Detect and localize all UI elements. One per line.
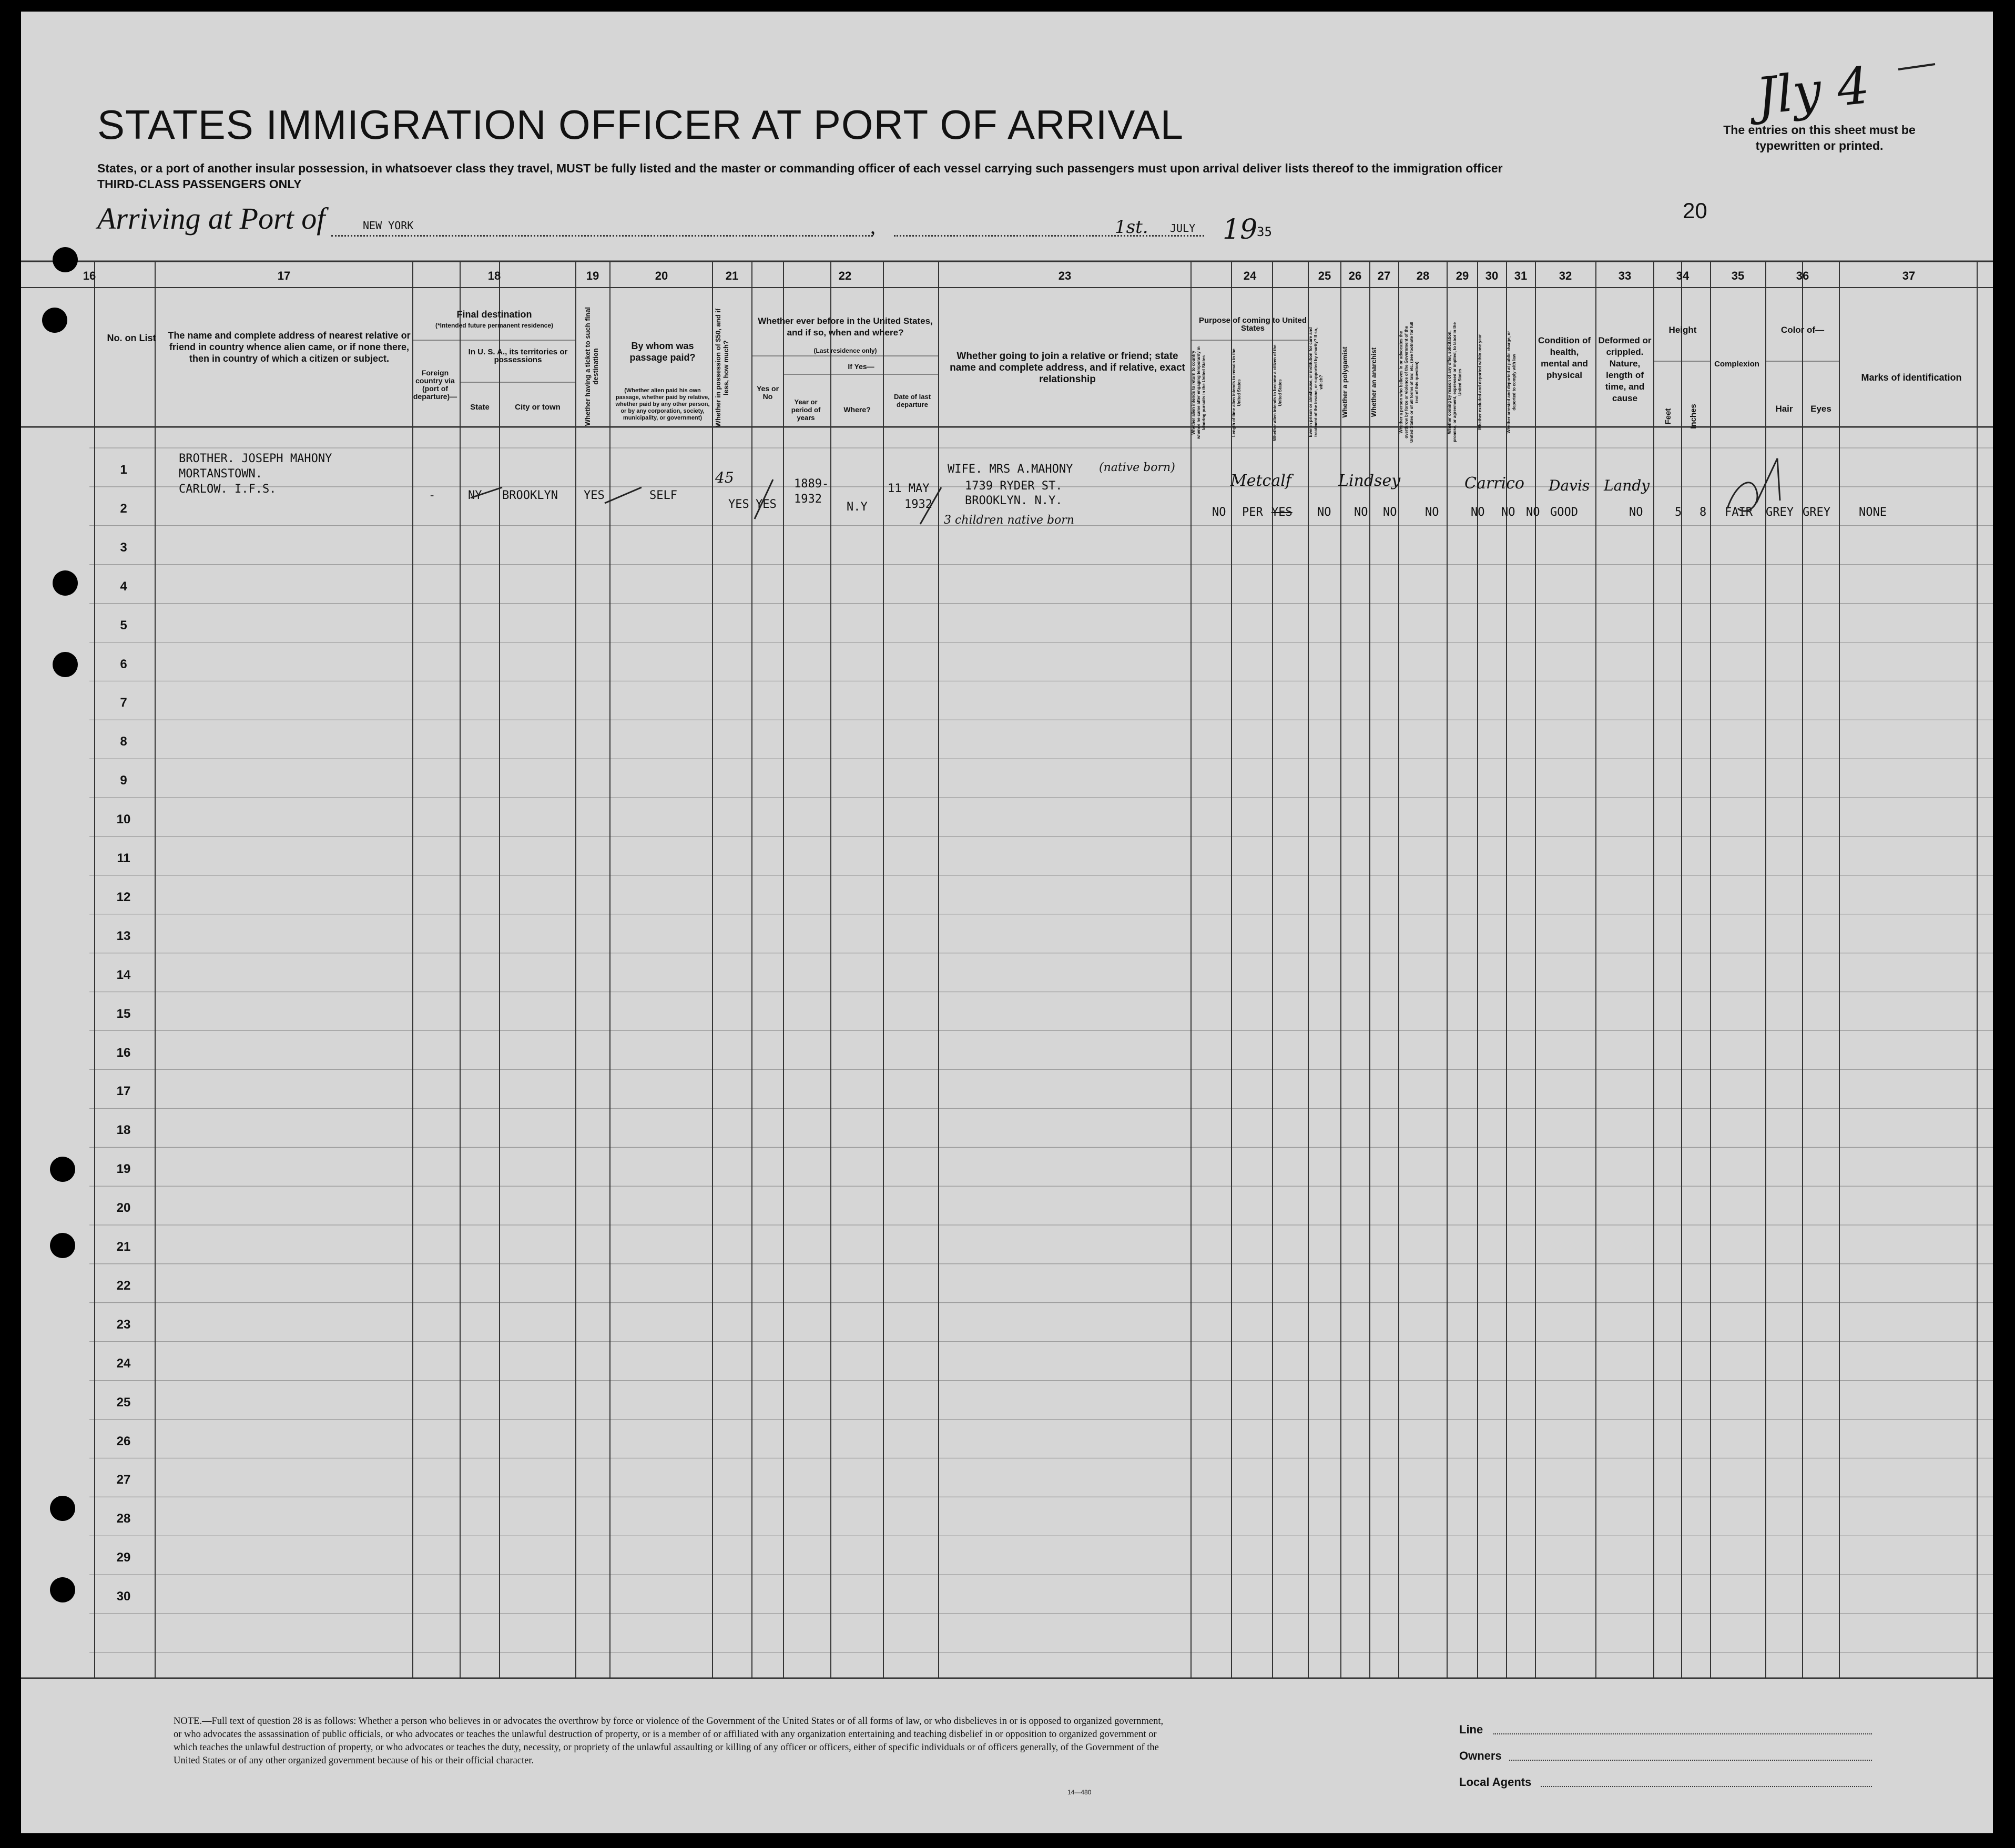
row-number: 10 xyxy=(116,812,131,827)
hw-24: Metcalf xyxy=(1230,472,1291,490)
date-month: JULY xyxy=(1170,222,1196,234)
punch-hole xyxy=(53,570,78,596)
prison: NO xyxy=(1317,506,1331,519)
row-number: 3 xyxy=(120,540,127,555)
agents-dotline xyxy=(1541,1786,1872,1787)
punch-hole xyxy=(50,1577,75,1602)
column-number: 19 xyxy=(586,269,599,282)
header-18: Final destination xyxy=(456,309,532,320)
punch-hole xyxy=(53,247,78,272)
money-hw: 45 xyxy=(715,469,734,486)
punch-hole xyxy=(50,1157,75,1182)
row-number: 15 xyxy=(116,1006,131,1021)
anarchist: NO xyxy=(1383,506,1397,519)
column-number: 26 xyxy=(1348,269,1362,282)
year-prefix: 19 xyxy=(1223,214,1258,246)
row-number: 23 xyxy=(116,1317,131,1332)
health: GOOD xyxy=(1550,506,1578,519)
header-28: Whether a person who believes in or advocates the overthrow by force or violence of the Government of the United States or of all forms of law, etc. (See footnote for full text of this question) xyxy=(1399,322,1419,443)
header-32: Condition of health, mental and physical xyxy=(1538,335,1591,380)
row-number: 4 xyxy=(120,579,127,594)
form-title: STATES IMMIGRATION OFFICER AT PORT OF ARRIVAL xyxy=(97,101,1184,148)
column-number: 16 xyxy=(83,269,96,282)
hair: GREY xyxy=(1766,506,1794,519)
header-26: Whether a polygamist xyxy=(1341,346,1349,418)
line-label: Line xyxy=(1459,1723,1483,1736)
relative-line2: MORTANSTOWN. xyxy=(179,467,262,481)
column-number: 23 xyxy=(1058,269,1072,282)
relative-line3: CARLOW. I.F.S. xyxy=(179,483,277,496)
header-20-sub: (Whether alien paid his own passage, whether paid by relative, whether paid by any other person, or by any corporation, society, municipality, or government) xyxy=(615,387,710,421)
row-number: 17 xyxy=(116,1084,131,1099)
header-34-feet: Feet xyxy=(1664,408,1673,425)
row-number: 6 xyxy=(120,657,127,671)
header-16: No. on List xyxy=(107,333,156,343)
column-number: 24 xyxy=(1243,269,1257,282)
row-number: 16 xyxy=(116,1045,131,1060)
header-22-yesno: Yes or No xyxy=(756,384,779,401)
join-hw1: (native born) xyxy=(1099,461,1175,474)
row-number: 19 xyxy=(116,1162,131,1177)
join-line1: WIFE. MRS A.MAHONY xyxy=(948,463,1073,476)
row-number: 1 xyxy=(120,463,127,477)
column-number: 18 xyxy=(487,269,501,282)
header-24b: Length of time alien intends to remain in the United States xyxy=(1232,349,1241,437)
footnote-q28: NOTE.—Full text of question 28 is as follows: Whether a person who believes in or advocates the overthrow by force or violence of the Government of the United States or of all forms of law, or who disbelieves in or is opposed to organized government, or who advocates the assassination of public officials, or who advocates or teaches the unlawful destruction of property, or is a member of or affiliated with any organization entertaining and teaching disbelief in or opposition to organized government or which teaches the unlawful destruction of property, or who advocates or teaches the duty, necessity, or propriety of the unlawful assaulting or killing of any officer or officers, either of specific individuals or of officers generally, of the Government of the United States or of any other organized government because of his or their official character. xyxy=(174,1716,1164,1766)
header-18-sub: (*Intended future permanent residence) xyxy=(435,322,554,329)
owners-dotline xyxy=(1509,1760,1872,1761)
handwritten-strokes xyxy=(21,12,1993,1833)
return-country: NO xyxy=(1212,506,1226,519)
column-number: 37 xyxy=(1902,269,1916,282)
handwritten-top-mark: Jly 4 xyxy=(1753,56,1872,126)
header-21: Whether in possession of $50, and if less, how much? xyxy=(714,308,730,427)
agents-label: Local Agents xyxy=(1459,1775,1532,1789)
where: N.Y xyxy=(847,501,868,514)
column-number: 35 xyxy=(1731,269,1745,282)
dest-city: BROOKLYN xyxy=(502,489,558,502)
foreign-via: - xyxy=(429,489,436,502)
header-27: Whether an anarchist xyxy=(1370,347,1378,417)
eyes: GREY xyxy=(1803,506,1830,519)
dest-state: NY xyxy=(468,489,482,502)
hw-33: Landy xyxy=(1604,477,1650,494)
header-22-sub: (Last residence only) xyxy=(813,347,877,354)
column-number: 34 xyxy=(1676,269,1690,282)
row-number: 18 xyxy=(116,1123,131,1138)
header-18-foreign: Foreign country via (port of departure)— xyxy=(413,369,457,401)
form-subtitle: States, or a port of another insular possession, in whatsoever class they travel, MUST be fully listed and the master or commanding officer of each vessel carrying such passengers must upon arrival deliver lists thereof to the immigration officer xyxy=(97,161,1503,175)
date-day: 1st. xyxy=(1115,217,1148,238)
row-number: 2 xyxy=(120,501,127,516)
row-number: 22 xyxy=(116,1278,131,1293)
hw-29: Carrico xyxy=(1464,474,1524,493)
row-number: 11 xyxy=(117,851,130,865)
period-line2: 1932 xyxy=(794,493,822,506)
before-yes: YES xyxy=(756,498,777,511)
year-suffix: 35 xyxy=(1257,224,1272,239)
header-19: Whether having a ticket to such final destination xyxy=(584,307,599,426)
row-number: 29 xyxy=(116,1550,131,1565)
row-number: 9 xyxy=(120,773,127,788)
height-feet: 5 xyxy=(1675,506,1682,519)
marks: NONE xyxy=(1859,506,1887,519)
header-34-inches: Inches xyxy=(1689,404,1698,429)
row-number: 12 xyxy=(116,890,131,904)
column-number: 33 xyxy=(1618,269,1632,282)
header-22-where: Where? xyxy=(843,405,871,414)
form-code: 14—480 xyxy=(1067,1789,1092,1796)
date-line1: 11 MAY xyxy=(888,482,930,495)
form-class: THIRD-CLASS PASSENGERS ONLY xyxy=(97,177,302,191)
arriving-label: Arriving at Port of xyxy=(97,201,325,236)
complexion: FAIR xyxy=(1725,506,1753,519)
header-24a: Whether alien intends to return to country whence he came after engaging temporarily in laboring pursuits in the United States xyxy=(1191,346,1206,440)
row-number: 26 xyxy=(116,1434,131,1448)
length-stay: PER xyxy=(1242,506,1263,519)
header-22-period: Year or period of years xyxy=(791,398,821,422)
join-hw2: 3 children native born xyxy=(944,514,1074,527)
header-37: Marks of identification xyxy=(1861,372,1962,383)
join-line3: BROOKLYN. N.Y. xyxy=(965,494,1063,507)
column-number: 22 xyxy=(838,269,852,282)
row-number: 27 xyxy=(116,1473,131,1487)
row-number: 21 xyxy=(116,1240,131,1254)
row-number: 7 xyxy=(120,696,127,710)
punch-hole xyxy=(42,308,67,333)
header-23: Whether going to join a relative or friend; state name and complete address, and if relative, exact relationship xyxy=(950,351,1185,385)
punch-hole xyxy=(50,1233,75,1258)
money-50-yes: YES xyxy=(728,498,749,511)
header-18-city: City or town xyxy=(515,403,561,412)
column-number: 31 xyxy=(1514,269,1528,282)
citizen: YES xyxy=(1271,506,1293,519)
deported: NO xyxy=(1526,506,1540,519)
header-25: Ever in prison or almshouse, or institution for care and treatment of the insane, or supported by charity? If so, which? xyxy=(1308,327,1324,437)
header-36-eyes: Eyes xyxy=(1810,404,1831,414)
header-24: Purpose of coming to United States xyxy=(1199,316,1307,333)
column-number: 30 xyxy=(1485,269,1499,282)
hw-32: Davis xyxy=(1549,477,1590,494)
column-number: 17 xyxy=(277,269,291,282)
header-30: Whether excluded and deported within one year xyxy=(1478,334,1482,431)
column-number: 32 xyxy=(1559,269,1572,282)
overthrow: NO xyxy=(1425,506,1439,519)
header-31: Whether arrested and deported at public charge, or deported to comply with law xyxy=(1507,331,1517,434)
polygamist: NO xyxy=(1354,506,1368,519)
row-number: 24 xyxy=(116,1356,131,1371)
column-number: 36 xyxy=(1796,269,1809,282)
paid-by: SELF xyxy=(649,489,677,502)
page-number: 20 xyxy=(1683,198,1707,223)
header-34: Height xyxy=(1668,325,1697,335)
height-inches: 8 xyxy=(1699,506,1707,519)
ticket: YES xyxy=(584,489,605,502)
line-dotline xyxy=(1493,1733,1872,1734)
row-number: 14 xyxy=(116,967,131,982)
join-line2: 1739 RYDER ST. xyxy=(965,479,1063,493)
hw-25: Lindsey xyxy=(1338,472,1401,490)
header-29: Whether coming by reason of any offer, solicitation, promise, or agreement, expressed or implied, to labor in the United States xyxy=(1447,322,1462,443)
header-22: Whether ever before in the United States, and if so, when and where? xyxy=(758,316,933,338)
relative-line1: BROTHER. JOSEPH MAHONY xyxy=(179,452,332,465)
column-number: 20 xyxy=(655,269,668,282)
offer: NO xyxy=(1471,506,1485,519)
row-number: 28 xyxy=(116,1512,131,1526)
row-number: 20 xyxy=(116,1201,131,1216)
row-number: 5 xyxy=(120,618,127,632)
header-22-ifyes: If Yes— xyxy=(848,362,874,371)
punch-hole xyxy=(53,652,78,677)
header-36-hair: Hair xyxy=(1775,404,1793,414)
manifest-sheet xyxy=(21,12,1993,1833)
header-36: Color of— xyxy=(1780,325,1825,335)
column-number: 27 xyxy=(1377,269,1391,282)
period-line1: 1889- xyxy=(794,477,829,491)
row-number: 13 xyxy=(116,928,131,943)
comma: , xyxy=(870,215,876,238)
row-number: 30 xyxy=(116,1589,131,1604)
header-18-usa: In U. S. A., its territories or possessions xyxy=(468,348,568,364)
owners-label: Owners xyxy=(1459,1749,1502,1762)
port-value: NEW YORK xyxy=(363,219,414,232)
header-35: Complexion xyxy=(1714,360,1759,369)
header-20: By whom was passage paid? xyxy=(629,341,696,363)
punch-hole xyxy=(50,1496,75,1521)
column-number: 21 xyxy=(725,269,739,282)
row-number: 25 xyxy=(116,1395,131,1410)
row-number: 8 xyxy=(120,734,127,749)
header-22-date: Date of last departure xyxy=(893,393,931,409)
typewritten-note: The entries on this sheet must be typewritten or printed. xyxy=(1723,123,1916,152)
header-33: Deformed or crippled. Nature, length of time, and cause xyxy=(1598,335,1652,403)
date-line2: 1932 xyxy=(904,498,932,511)
column-number: 28 xyxy=(1416,269,1430,282)
excluded: NO xyxy=(1501,506,1515,519)
header-24c: Whether alien intends to become a citizen of the United States xyxy=(1273,344,1283,441)
header-17: The name and complete address of nearest relative or friend in country whence alien came, or if none there, then in country of which a citizen or subject. xyxy=(168,330,411,364)
header-18-state: State xyxy=(470,403,490,412)
column-number: 29 xyxy=(1456,269,1469,282)
deformed: NO xyxy=(1629,506,1643,519)
column-number: 25 xyxy=(1318,269,1331,282)
